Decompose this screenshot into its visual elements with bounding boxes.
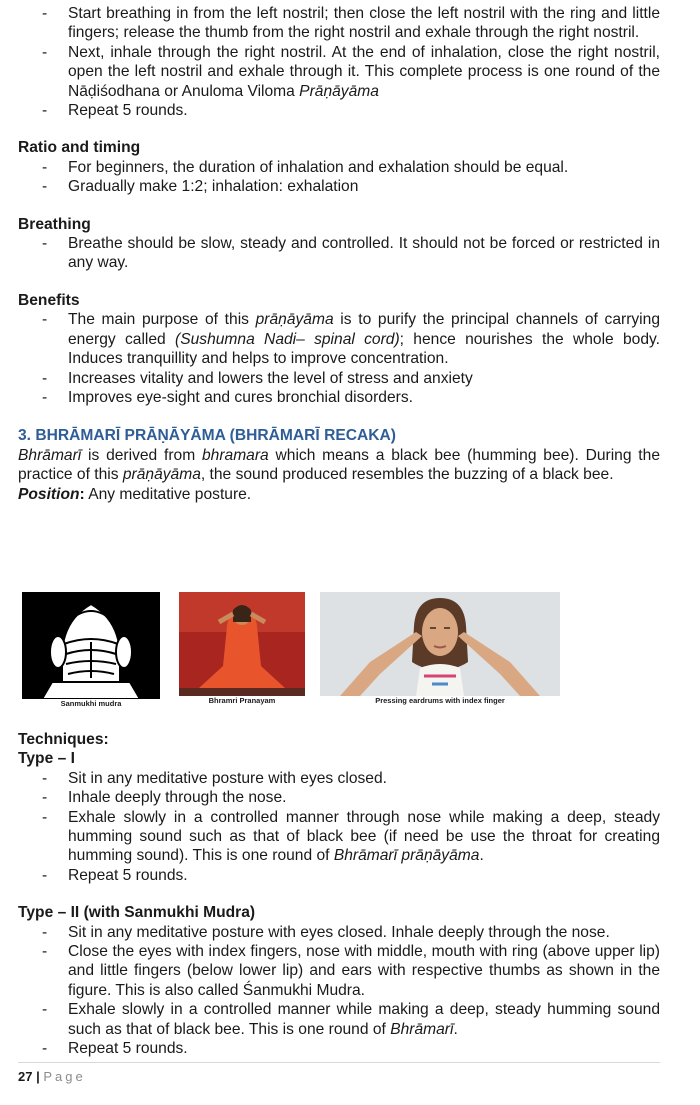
type1-list bbox=[18, 769, 660, 885]
eardrums-photo bbox=[320, 592, 560, 696]
benefits-list bbox=[18, 310, 660, 407]
page-content bbox=[18, 4, 660, 504]
figure-caption: Bhramri Pranayam bbox=[208, 696, 276, 705]
benefits-heading: Benefits bbox=[18, 291, 80, 309]
page-number: 27 bbox=[18, 1069, 33, 1084]
list-item: - Close the eyes with index fingers, nose with middle, mouth with ring (above upper lip) and little fingers (below lower lip) and ears with respective thumbs as shown in the figure. This is also called Śanmukhi Mudra. bbox=[18, 942, 660, 1000]
list-item: - Improves eye-sight and cures bronchial disorders. bbox=[18, 388, 660, 407]
figure-bhramri bbox=[179, 592, 305, 706]
list-item: - Exhale slowly in a controlled manner through nose while making a deep, steady humming sound such as that of black bee (if need be use the throat for creating humming sound). This is one round of Bhrāmarī prāṇāyāma. bbox=[18, 808, 660, 866]
page-label: Page bbox=[43, 1069, 86, 1084]
techniques-section bbox=[18, 730, 660, 1059]
list-item: - Breathe should be slow, steady and controlled. It should not be forced or restricted in any way. bbox=[18, 234, 660, 273]
ratio-heading: Ratio and timing bbox=[18, 139, 141, 157]
intro-bullet-list bbox=[18, 4, 660, 120]
type2-list bbox=[18, 923, 660, 1059]
ratio-list bbox=[18, 158, 660, 197]
woman-pressing-ears-icon bbox=[320, 592, 560, 696]
list-item: - Sit in any meditative posture with eyes closed. bbox=[18, 769, 660, 788]
bhramri-photo bbox=[179, 592, 305, 696]
list-item: - Sit in any meditative posture with eyes closed. Inhale deeply through the nose. bbox=[18, 923, 660, 942]
list-item: - Repeat 5 rounds. bbox=[18, 101, 660, 120]
list-item: - Repeat 5 rounds. bbox=[18, 1039, 660, 1058]
bhramari-intro: Bhrāmarī is derived from bhramara which means a black bee (humming bee). During the practice of this prāṇāyāma, the sound produced resembles the buzzing of a black bee. bbox=[18, 446, 660, 484]
list-item: - Exhale slowly in a controlled manner while making a deep, steady humming sound such as that of black bee. This is one round of Bhrāmarī. bbox=[18, 1000, 660, 1039]
list-item: - Gradually make 1:2; inhalation: exhalation bbox=[18, 177, 660, 196]
seated-yogi-icon bbox=[179, 592, 305, 696]
list-item: - Inhale deeply through the nose. bbox=[18, 788, 660, 807]
type2-heading: Type – II (with Sanmukhi Mudra) bbox=[18, 904, 256, 922]
list-item: - Repeat 5 rounds. bbox=[18, 866, 660, 885]
page-footer bbox=[18, 1062, 660, 1086]
figure-row bbox=[22, 592, 562, 712]
figure-eardrums bbox=[320, 592, 560, 706]
figure-sanmukhi bbox=[22, 592, 160, 709]
section-title: 3. BHRĀMARĪ PRĀṆĀYĀMA (BHRĀMARĪ RECAKA) bbox=[18, 427, 396, 445]
figure-caption: Sanmukhi mudra bbox=[60, 699, 122, 708]
techniques-heading: Techniques: bbox=[18, 731, 109, 748]
footer-separator: | bbox=[36, 1069, 40, 1084]
figure-caption: Pressing eardrums with index finger bbox=[375, 696, 505, 705]
type1-heading: Type – I bbox=[18, 750, 75, 768]
position-line: Position: Any meditative posture. bbox=[18, 485, 252, 503]
breathing-heading: Breathing bbox=[18, 215, 91, 233]
list-item: - For beginners, the duration of inhalation and exhalation should be equal. bbox=[18, 158, 660, 177]
list-item: - The main purpose of this prāṇāyāma is to purify the principal channels of carrying energy called (Sushumna Nadi– spinal cord); hence nourishes the whole body. Induces tranquillity and helps to improve concentration. bbox=[18, 310, 660, 368]
sanmukhi-illustration bbox=[22, 592, 160, 699]
breathing-list bbox=[18, 234, 660, 273]
list-item: - Next, inhale through the right nostril. At the end of inhalation, close the right nostril, open the left nostril and exhale through it. This complete process is one round of the Nāḍiśodhana or Anuloma Viloma Prāṇāyāma bbox=[18, 43, 660, 101]
hands-over-face-icon bbox=[22, 592, 160, 699]
list-item: - Start breathing in from the left nostril; then close the left nostril with the ring and little fingers; release the thumb from the right nostril and exhale through the right nostril. bbox=[18, 4, 660, 43]
list-item: - Increases vitality and lowers the level of stress and anxiety bbox=[18, 369, 660, 388]
